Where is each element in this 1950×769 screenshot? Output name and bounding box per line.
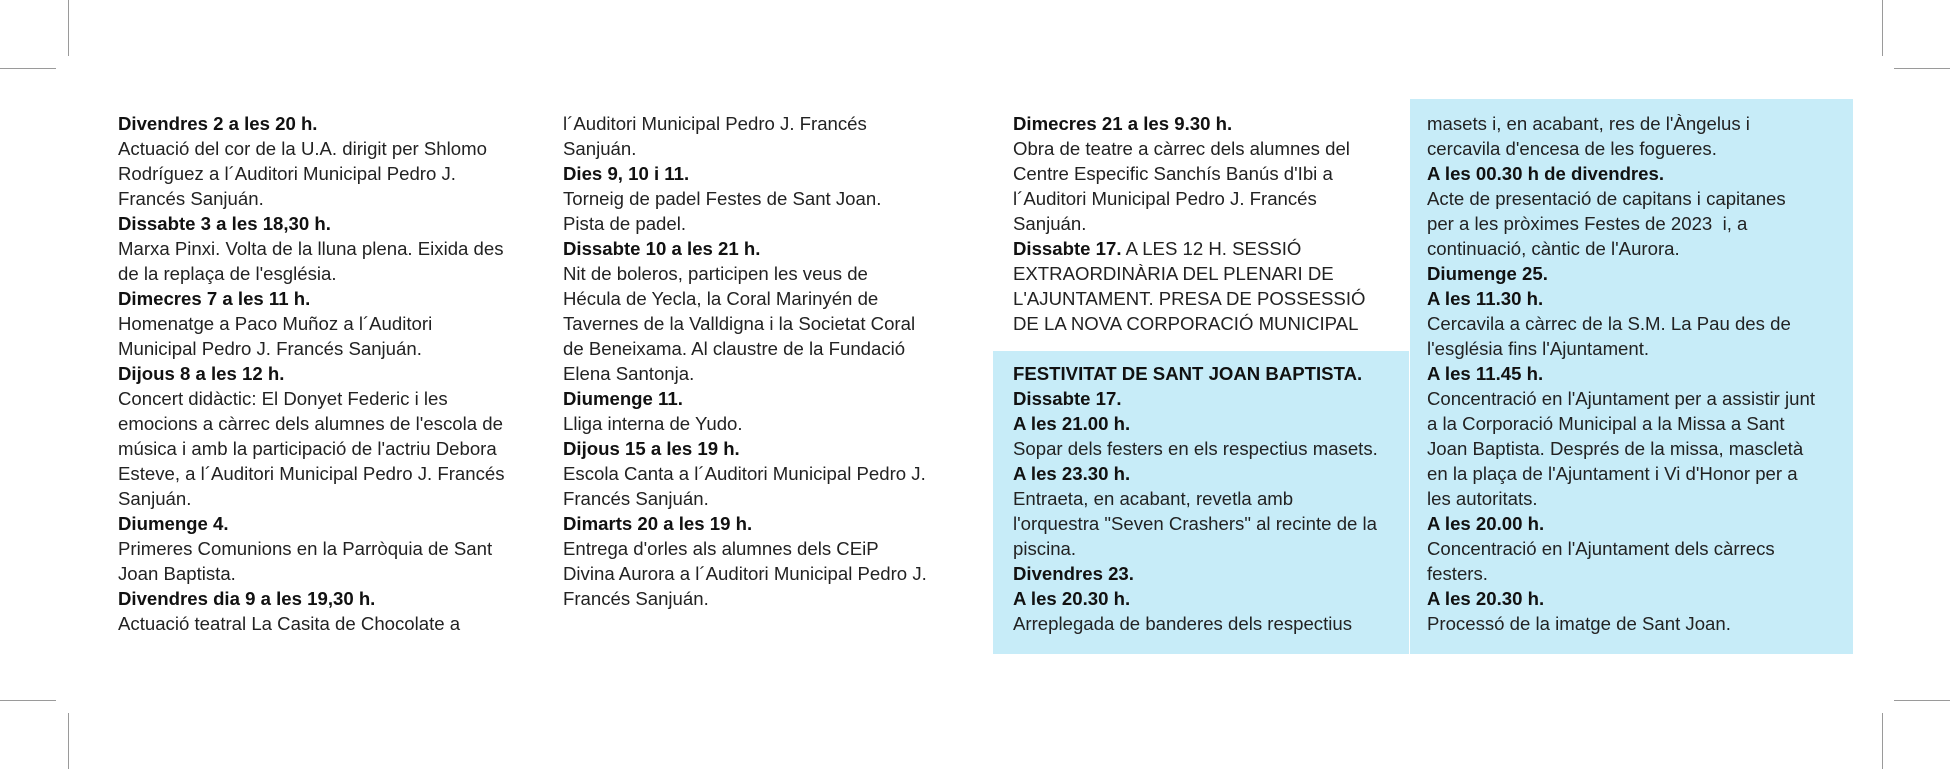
text-line — [1013, 411, 1408, 436]
text-line — [1013, 111, 1408, 136]
column-2-events — [563, 111, 983, 611]
event-heading: Dissabte 10 a les 21 h. — [563, 238, 761, 259]
text-line — [1013, 586, 1408, 611]
event-description: DE LA NOVA CORPORACIÓ MUNICIPAL — [1013, 313, 1359, 334]
event-heading: A les 21.00 h. — [1013, 413, 1131, 434]
text-line — [118, 361, 538, 386]
text-line — [1427, 161, 1847, 186]
event-description: Actuació teatral La Casita de Chocolate a — [118, 613, 461, 634]
event-description: de Beneixama. Al claustre de la Fundació — [563, 338, 906, 359]
text-line — [118, 411, 538, 436]
event-heading: Divendres dia 9 a les 19,30 h. — [118, 588, 376, 609]
event-description: l´Auditori Municipal Pedro J. Francés — [1013, 188, 1317, 209]
event-heading: Divendres 23. — [1013, 563, 1134, 584]
text-line — [563, 561, 983, 586]
event-description: Concentració en l'Ajuntament per a assistir junt — [1427, 388, 1816, 409]
text-line — [563, 436, 983, 461]
event-heading: Dissabte 3 a les 18,30 h. — [118, 213, 331, 234]
text-line — [1427, 186, 1847, 211]
text-line — [118, 436, 538, 461]
event-description: masets i, en acabant, res de l'Àngelus i — [1427, 113, 1750, 134]
column-4-festivity — [1013, 361, 1408, 636]
event-heading: A les 00.30 h de divendres. — [1427, 163, 1665, 184]
text-line — [118, 461, 538, 486]
event-description: Actuació del cor de la U.A. dirigit per Shlomo — [118, 138, 487, 159]
event-description: Joan Baptista. Després de la missa, mascletà — [1427, 438, 1804, 459]
text-line — [563, 586, 983, 611]
event-heading: Dies 9, 10 i 11. — [563, 163, 690, 184]
text-line — [118, 236, 538, 261]
text-line — [1427, 411, 1847, 436]
text-line — [1013, 561, 1408, 586]
event-description: Obra de teatre a càrrec dels alumnes del — [1013, 138, 1350, 159]
text-line — [118, 286, 538, 311]
text-line — [1013, 211, 1408, 236]
text-line — [563, 111, 983, 136]
event-description: Sopar dels festers en els respectius masets. — [1013, 438, 1378, 459]
event-heading: A les 11.30 h. — [1427, 288, 1544, 309]
event-heading: Dimecres 7 a les 11 h. — [118, 288, 311, 309]
text-line — [1427, 511, 1847, 536]
event-description: l´Auditori Municipal Pedro J. Francés — [563, 113, 867, 134]
event-description: Hécula de Yecla, la Coral Marinyén de — [563, 288, 879, 309]
text-line — [1427, 586, 1847, 611]
column-5-festivity — [1427, 111, 1847, 636]
text-line — [563, 211, 983, 236]
event-heading: Dissabte 17. — [1013, 238, 1122, 259]
event-description: Sanjuán. — [563, 138, 637, 159]
text-line — [563, 261, 983, 286]
text-line — [118, 536, 538, 561]
text-line — [118, 336, 538, 361]
text-line — [118, 611, 538, 636]
text-line — [118, 586, 538, 611]
text-line — [563, 361, 983, 386]
event-description: en la plaça de l'Ajuntament i Vi d'Honor per a — [1427, 463, 1798, 484]
text-line — [563, 386, 983, 411]
event-description: Elena Santonja. — [563, 363, 695, 384]
event-heading: A les 20.00 h. — [1427, 513, 1545, 534]
text-line — [118, 311, 538, 336]
event-description: Tavernes de la Valldigna i la Societat Coral — [563, 313, 916, 334]
text-line — [1427, 136, 1847, 161]
text-line — [563, 186, 983, 211]
event-description: Francés Sanjuán. — [563, 588, 709, 609]
event-description: Entrega d'orles als alumnes dels CEiP — [563, 538, 879, 559]
text-line — [1013, 311, 1408, 336]
crop-mark-bottom-right-vertical — [1882, 713, 1883, 769]
event-description: L'AJUNTAMENT. PRESA DE POSSESSIÓ — [1013, 288, 1366, 309]
event-description: Marxa Pinxi. Volta de la lluna plena. Eixida des — [118, 238, 504, 259]
text-line — [1427, 561, 1847, 586]
event-description: Escola Canta a l´Auditori Municipal Pedro J. — [563, 463, 926, 484]
event-description: cercavila d'encesa de les fogueres. — [1427, 138, 1717, 159]
text-line — [1427, 211, 1847, 236]
event-description: piscina. — [1013, 538, 1077, 559]
event-heading: FESTIVITAT DE SANT JOAN BAPTISTA. — [1013, 363, 1363, 384]
event-description: a la Corporació Municipal a la Missa a Sant — [1427, 413, 1785, 434]
text-line — [1013, 186, 1408, 211]
crop-mark-bottom-left-horizontal — [0, 700, 56, 701]
event-description: emocions a càrrec dels alumnes de l'escola de — [118, 413, 503, 434]
event-heading: Dimecres 21 a les 9.30 h. — [1013, 113, 1233, 134]
text-line — [1013, 436, 1408, 461]
event-description: festers. — [1427, 563, 1488, 584]
event-description: Torneig de padel Festes de Sant Joan. — [563, 188, 882, 209]
text-line — [1013, 161, 1408, 186]
text-line — [118, 561, 538, 586]
crop-mark-top-left-horizontal — [0, 68, 56, 69]
text-line — [563, 161, 983, 186]
event-description: per a les pròximes Festes de 2023 i, a — [1427, 213, 1748, 234]
event-description: Joan Baptista. — [118, 563, 236, 584]
event-description: Municipal Pedro J. Francés Sanjuán. — [118, 338, 422, 359]
text-line — [1013, 486, 1408, 511]
event-description: Pista de padel. — [563, 213, 687, 234]
text-line — [1013, 136, 1408, 161]
text-line — [1427, 436, 1847, 461]
text-line — [1427, 386, 1847, 411]
event-description: continuació, càntic de l'Aurora. — [1427, 238, 1680, 259]
crop-mark-top-right-vertical — [1882, 0, 1883, 56]
text-line — [118, 486, 538, 511]
event-description: Primeres Comunions en la Parròquia de Sant — [118, 538, 493, 559]
event-description: Rodríguez a l´Auditori Municipal Pedro J. — [118, 163, 456, 184]
text-line — [1013, 261, 1408, 286]
text-line — [118, 511, 538, 536]
event-description: Concert didàctic: El Donyet Federic i les — [118, 388, 448, 409]
crop-mark-bottom-left-vertical — [68, 713, 69, 769]
crop-mark-top-right-horizontal — [1894, 68, 1950, 69]
event-description: EXTRAORDINÀRIA DEL PLENARI DE — [1013, 263, 1334, 284]
text-line — [118, 211, 538, 236]
text-line — [1427, 261, 1847, 286]
column-1-events — [118, 111, 538, 636]
text-line — [1427, 311, 1847, 336]
event-description: Homenatge a Paco Muñoz a l´Auditori — [118, 313, 433, 334]
text-line — [118, 161, 538, 186]
text-line — [1427, 361, 1847, 386]
text-line — [1013, 511, 1408, 536]
event-description: música i amb la participació de l'actriu Debora — [118, 438, 497, 459]
text-line — [563, 136, 983, 161]
event-description: A LES 12 H. SESSIÓ — [1121, 238, 1302, 259]
event-heading: Dijous 15 a les 19 h. — [563, 438, 740, 459]
text-line — [563, 286, 983, 311]
event-heading: Diumenge 4. — [118, 513, 229, 534]
event-description: Centre Especific Sanchís Banús d'Ibi a — [1013, 163, 1333, 184]
text-line — [1013, 536, 1408, 561]
event-heading: Diumenge 25. — [1427, 263, 1548, 284]
text-line — [1013, 236, 1408, 261]
event-heading: Divendres 2 a les 20 h. — [118, 113, 318, 134]
event-description: Nit de boleros, participen les veus de — [563, 263, 868, 284]
event-description: Processó de la imatge de Sant Joan. — [1427, 613, 1731, 634]
text-line — [563, 311, 983, 336]
event-description: Francés Sanjuán. — [563, 488, 709, 509]
event-description: les autoritats. — [1427, 488, 1538, 509]
event-description: Francés Sanjuán. — [118, 188, 264, 209]
text-line — [1013, 461, 1408, 486]
text-line — [118, 111, 538, 136]
text-line — [563, 411, 983, 436]
event-description: Divina Aurora a l´Auditori Municipal Pedro J. — [563, 563, 927, 584]
text-line — [1013, 386, 1408, 411]
text-line — [118, 136, 538, 161]
text-line — [1427, 286, 1847, 311]
event-description: de la replaça de l'església. — [118, 263, 337, 284]
text-line — [118, 186, 538, 211]
event-description: l'orquestra "Seven Crashers" al recinte de la — [1013, 513, 1378, 534]
event-description: Entraeta, en acabant, revetla amb — [1013, 488, 1294, 509]
text-line — [1427, 336, 1847, 361]
event-heading: A les 23.30 h. — [1013, 463, 1131, 484]
event-heading: Diumenge 11. — [563, 388, 683, 409]
text-line — [1427, 536, 1847, 561]
text-line — [1427, 236, 1847, 261]
text-line — [563, 236, 983, 261]
text-line — [1013, 361, 1408, 386]
text-line — [563, 536, 983, 561]
event-heading: A les 11.45 h. — [1427, 363, 1544, 384]
text-line — [1427, 461, 1847, 486]
event-heading: Dissabte 17. — [1013, 388, 1122, 409]
event-heading: Dijous 8 a les 12 h. — [118, 363, 285, 384]
text-line — [563, 336, 983, 361]
crop-mark-top-left-vertical — [68, 0, 69, 56]
text-line — [563, 511, 983, 536]
text-line — [118, 261, 538, 286]
text-line — [1427, 611, 1847, 636]
event-heading: A les 20.30 h. — [1013, 588, 1131, 609]
event-description: Esteve, a l´Auditori Municipal Pedro J. Francés — [118, 463, 505, 484]
text-line — [1013, 611, 1408, 636]
text-line — [563, 461, 983, 486]
column-3-events — [1013, 111, 1408, 336]
event-description: l'església fins l'Ajuntament. — [1427, 338, 1650, 359]
text-line — [1427, 486, 1847, 511]
event-heading: Dimarts 20 a les 19 h. — [563, 513, 753, 534]
text-line — [1013, 286, 1408, 311]
event-description: Lliga interna de Yudo. — [563, 413, 743, 434]
event-heading: A les 20.30 h. — [1427, 588, 1545, 609]
crop-mark-bottom-right-horizontal — [1894, 700, 1950, 701]
event-description: Acte de presentació de capitans i capitanes — [1427, 188, 1786, 209]
event-description: Arreplegada de banderes dels respectius — [1013, 613, 1353, 634]
event-description: Sanjuán. — [1013, 213, 1087, 234]
event-description: Cercavila a càrrec de la S.M. La Pau des de — [1427, 313, 1791, 334]
text-line — [563, 486, 983, 511]
event-description: Concentració en l'Ajuntament dels càrrecs — [1427, 538, 1775, 559]
text-line — [1427, 111, 1847, 136]
event-description: Sanjuán. — [118, 488, 192, 509]
text-line — [118, 386, 538, 411]
